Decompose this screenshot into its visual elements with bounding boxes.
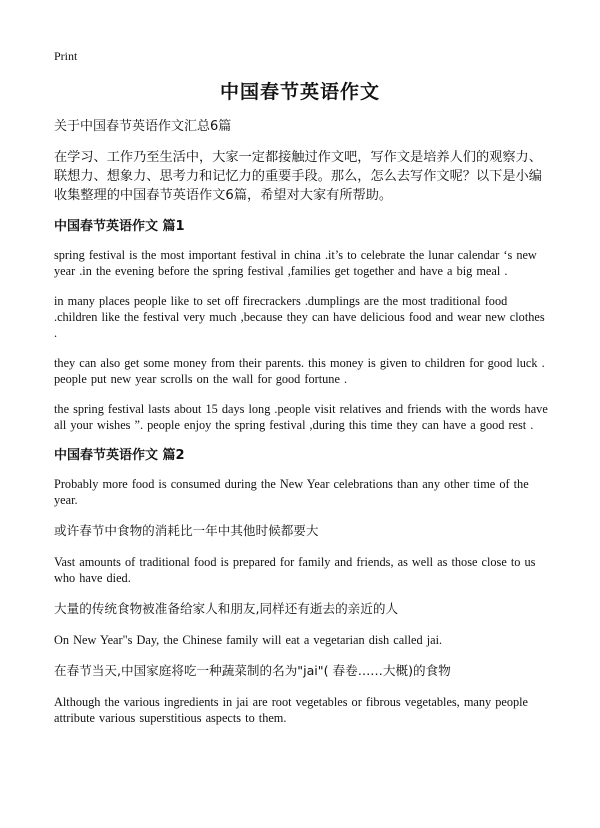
paragraph-english: Although the various ingredients in jai are root vegetables or fibrous vegetables, many people attribute various superstitious aspects to them. <box>54 695 529 725</box>
section-2 <box>54 447 550 726</box>
paragraph-chinese: 大量的传统食物被准备给家人和朋友,同样还有逝去的亲近的人 <box>54 601 399 616</box>
paragraph-english: On New Year"s Day, the Chinese family will eat a vegetarian dish called jai. <box>54 633 443 647</box>
section-heading: 中国春节英语作文 篇2 <box>54 448 185 463</box>
paragraph: they can also get some money from their parents. this money is given to children for good luck . people put new year scrolls on the wall for good fortune . <box>54 356 545 386</box>
paragraph-english: Probably more food is consumed during the New Year celebrations than any other time of the year. <box>54 477 529 507</box>
document-title: 中国春节英语作文 <box>219 81 380 103</box>
paragraph-chinese: 或许春节中食物的消耗比一年中其他时候都要大 <box>54 523 319 538</box>
paragraph: in many places people like to set off firecrackers .dumplings are the most traditional food .children like the festival very much ,because they can have delicious food and wear new clothes . <box>54 294 545 340</box>
print-label: Print <box>54 49 78 63</box>
paragraph-english: Vast amounts of traditional food is prepared for family and friends, as well as those close to us who have died. <box>54 555 536 585</box>
paragraph-chinese: 在春节当天,中国家庭将吃一种蔬菜制的名为"jai"( 春卷……大概)的食物 <box>54 663 451 678</box>
paragraph: the spring festival lasts about 15 days long .people visit relatives and friends with the words have all your wishes ”. people enjoy the spring festival ,during this time they can have a good rest . <box>54 402 548 432</box>
paragraph: spring festival is the most important festival in china .it’s to celebrate the lunar calendar ‘s new year .in the evening before the spring festival ,families get together and have a big meal . <box>54 248 537 278</box>
section-heading: 中国春节英语作文 篇1 <box>54 219 185 234</box>
article-body <box>54 118 550 740</box>
intro-paragraph: 在学习、工作乃至生活中，大家一定都接触过作文吧，写作文是培养人们的观察力、联想力、想象力、思考力和记忆力的重要手段。那么，怎么去写作文呢？以下是小编收集整理的中国春节英语作文6篇，希望对大家有所帮助。 <box>54 150 542 203</box>
section-1 <box>54 218 550 433</box>
article-subtitle: 关于中国春节英语作文汇总6篇 <box>54 119 232 134</box>
